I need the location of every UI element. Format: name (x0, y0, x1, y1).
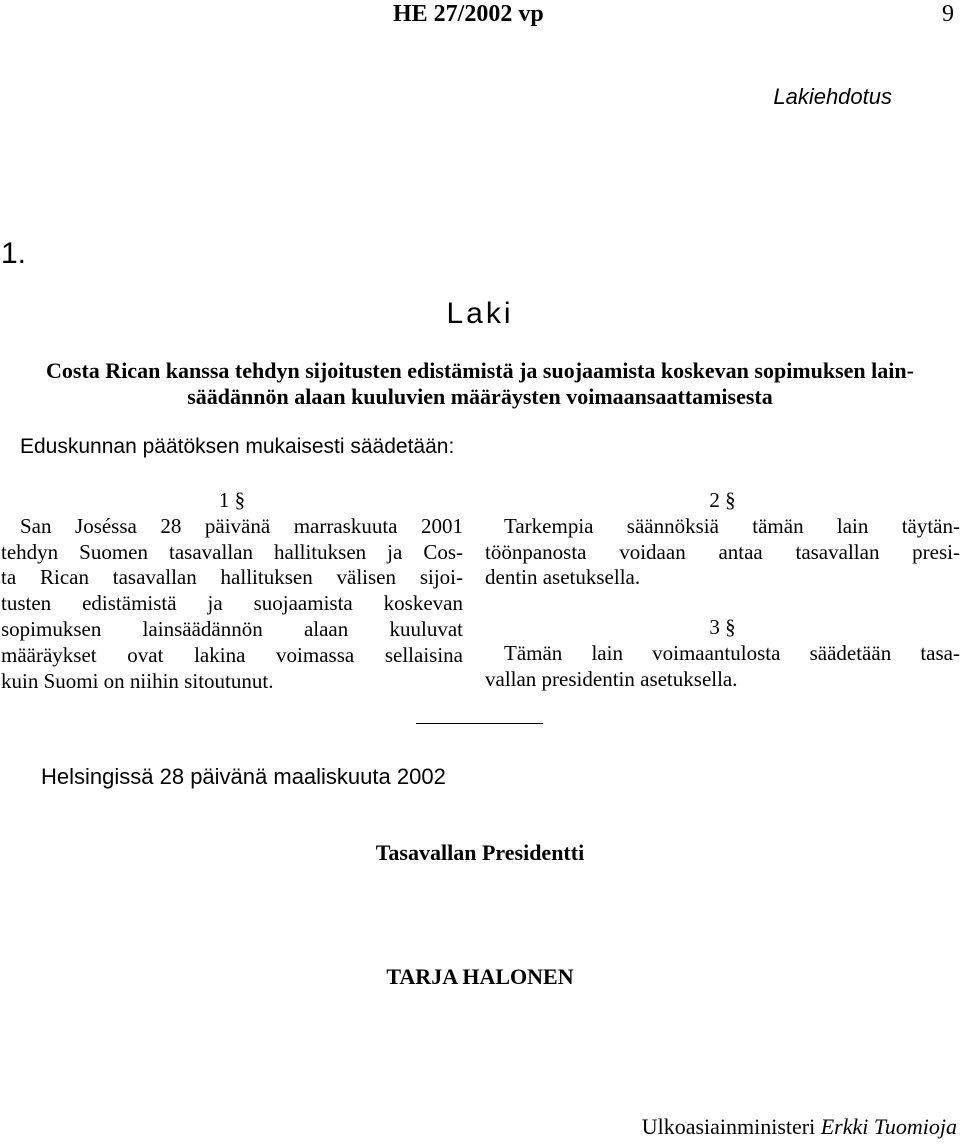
enacting-clause: Eduskunnan päätöksen mukaisesti säädetään: (20, 435, 455, 458)
text-line: tusten edistämistä ja suojaamista koskevan (1, 591, 463, 616)
right-column (485, 488, 960, 693)
page-number: 9 (942, 1, 954, 27)
section-heading: 1 § (218, 488, 246, 512)
document-reference: HE 27/2002 vp (393, 1, 544, 27)
left-column (1, 488, 463, 694)
text-line: määräykset ovat lakina voimassa sellaisina (1, 642, 463, 667)
section-text (485, 514, 960, 591)
text-line: vallan presidentin asetuksella. (485, 666, 738, 691)
law-title: Laki (446, 297, 514, 330)
text-line: dentin asetuksella. (485, 565, 641, 590)
text-line: ta Rican tasavallan hallituksen välisen sijoi- (1, 565, 463, 590)
signer-title: Tasavallan Presidentti (375, 840, 585, 865)
countersign-role: Ulkoasiainministeri (641, 1114, 816, 1139)
bill-number: 1. (1, 237, 27, 270)
text-line: sopimuksen lainsäädännön alaan kuuluvat (1, 616, 463, 641)
section-heading: 3 § (709, 615, 736, 640)
signer-name: TARJA HALONEN (386, 964, 574, 989)
countersignature (642, 1114, 957, 1140)
countersign-name: Erkki Tuomioja (820, 1114, 957, 1139)
separator-rule (416, 723, 543, 724)
section-text (485, 641, 960, 693)
text-line: San Joséssa 28 päivänä marraskuuta 2001 (20, 513, 463, 538)
law-subtitle-line: säädännön alaan kuuluvien määräysten voimaansaattamisesta (187, 384, 773, 409)
text-line: töönpanosta voidaan antaa tasavallan presi- (485, 539, 960, 564)
text-line: Tarkempia säännöksiä tämän lain täytän- (504, 513, 960, 538)
law-subtitle-line: Costa Rican kanssa tehdyn sijoitusten edistämistä ja suojaamista koskevan sopimuksen lain- (46, 358, 914, 383)
law-subtitle (0, 358, 960, 410)
place-and-date: Helsingissä 28 päivänä maaliskuuta 2002 (41, 764, 446, 789)
section-heading: 2 § (709, 488, 736, 512)
text-line: tehdyn Suomen tasavallan hallituksen ja Cos- (1, 539, 463, 564)
proposal-label: Lakiehdotus (773, 84, 892, 109)
text-line: Tämän lain voimaantulosta säädetään tasa- (504, 640, 960, 665)
text-line: kuin Suomi on niihin sitoutunut. (1, 668, 274, 693)
section-text (1, 514, 463, 695)
